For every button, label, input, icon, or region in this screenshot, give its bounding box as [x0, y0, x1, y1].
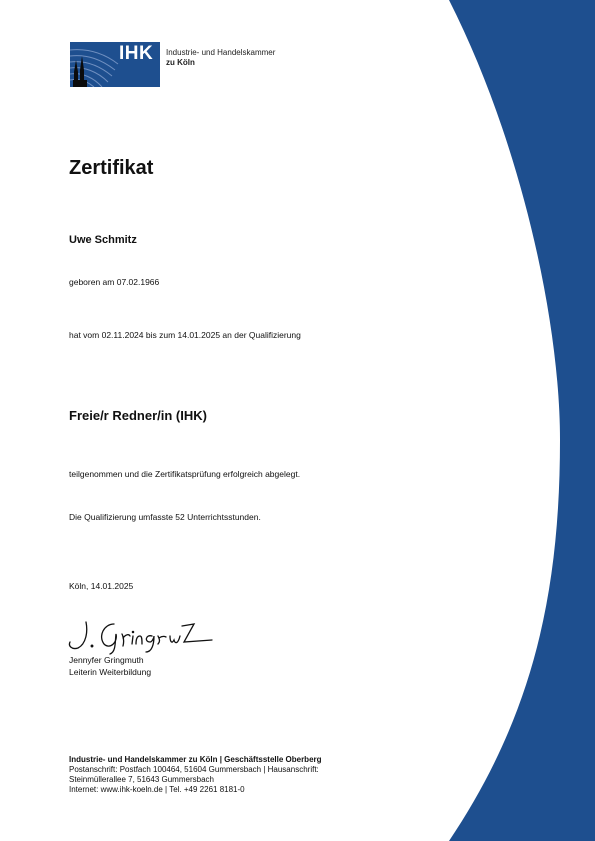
footer-contact: Internet: www.ihk-koeln.de | Tel. +49 2261 8181-0: [69, 785, 245, 794]
signatory-name: Jennyfer Gringmuth: [69, 655, 144, 665]
footer-postal-address: Postanschrift: Postfach 100464, 51604 Gummersbach | Hausanschrift:: [69, 765, 319, 774]
recipient-name: Uwe Schmitz: [69, 234, 137, 246]
period-line: hat vom 02.11.2024 bis zum 14.01.2025 an der Qualifizierung: [69, 330, 301, 340]
ihk-logo: [70, 42, 160, 87]
place-and-date: Köln, 14.01.2025: [69, 581, 134, 591]
certificate-title: Zertifikat: [69, 157, 154, 179]
logo-organization-name: Industrie- und Handelskammer: [166, 48, 276, 57]
handwritten-signature: [66, 612, 216, 657]
logo-organization-city: zu Köln: [166, 58, 195, 67]
course-name: Freie/r Redner/in (IHK): [69, 408, 207, 423]
birth-date-line: geboren am 07.02.1966: [69, 277, 160, 287]
logo-acronym: IHK: [119, 43, 154, 64]
footer-street-address: Steinmüllerallee 7, 51643 Gummersbach: [69, 775, 214, 784]
signatory-role: Leiterin Weiterbildung: [69, 667, 152, 677]
footer-organization: Industrie- und Handelskammer zu Köln | Geschäftsstelle Oberberg: [69, 755, 322, 764]
completion-line: teilgenommen und die Zertifikatsprüfung erfolgreich abgelegt.: [69, 469, 301, 479]
hours-line: Die Qualifizierung umfasste 52 Unterrichtsstunden.: [69, 512, 261, 522]
